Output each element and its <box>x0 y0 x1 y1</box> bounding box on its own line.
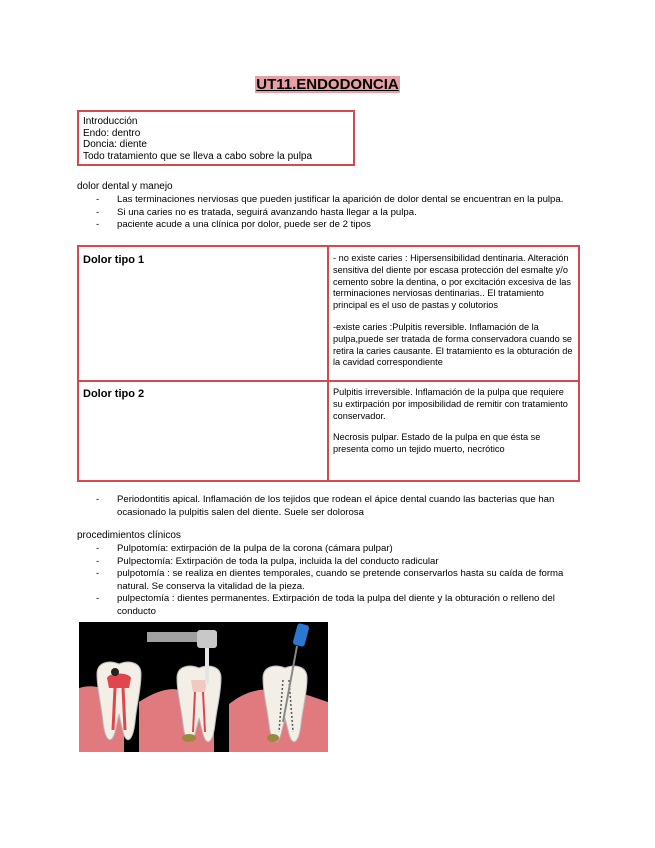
list-item: - Pulpectomía: Extirpación de toda la pulpa, incluida la del conducto radicular <box>96 556 578 569</box>
intro-box <box>77 110 355 166</box>
periodontitis-bullet-list <box>96 494 566 519</box>
list-item: - pulpotomía : se realiza en dientes temporales, cuando se pretende conservarlos hasta su caída de forma natural. Se conserva la vitalidad de la pieza. <box>96 568 578 593</box>
intro-line: Introducción <box>83 116 138 127</box>
intro-line: Doncia: diente <box>83 139 147 150</box>
dolor-bullet-list <box>96 194 576 232</box>
list-item: - Pulpotomía: extirpación de la pulpa de la corona (cámara pulpar) <box>96 543 578 556</box>
list-item: - Si una caries no es tratada, seguirá avanzando hasta llegar a la pulpa. <box>96 207 576 220</box>
table-paragraph: - no existe caries : Hipersensibilidad dentinaria. Alteración sensitiva del diente por escasa protección del esmalte y/o cemento sobre la dentina, o por excitación excesiva de las terminaciones nerviosas dentinarias.. El tratamiento principal es el uso de pastas y colutorios <box>333 253 571 311</box>
dolor-tipo-2-label: Dolor tipo 2 <box>83 388 145 400</box>
procedimientos-bullet-list <box>96 543 578 618</box>
dolor-table <box>77 245 580 482</box>
dolor-tipo-2-desc <box>333 387 573 466</box>
endodontic-procedure-illustration <box>79 622 328 752</box>
section-heading-dolor: dolor dental y manejo <box>77 181 173 192</box>
page-title: UT11.ENDODONCIA <box>256 76 399 93</box>
table-divider-horizontal <box>79 380 578 382</box>
intro-line: Todo tratamiento que se lleva a cabo sobre la pulpa <box>83 150 313 162</box>
dolor-tipo-1-desc <box>333 253 577 379</box>
table-paragraph: -existe caries :Pulpitis reversible. Inflamación de la pulpa,puede ser tratada de forma conservadora cuando se retira la caries causante. El tratamiento es la obturación de la cavidad correspondiente <box>333 321 573 368</box>
intro-line: Endo: dentro <box>83 127 141 139</box>
table-paragraph: Pulpitis irreversible. Inflamación de la pulpa que requiere su extirpación por imposibilidad de remitir con tratamiento conservador. <box>333 387 568 421</box>
list-item: - Periodontitis apical. Inflamación de los tejidos que rodean el ápice dental cuando las bacterias que han ocasionado la pulpitis salen del diente. Suele ser dolorosa <box>96 494 566 519</box>
list-item: - pulpectomía : dientes permanentes. Extirpación de toda la pulpa del diente y la obturación o relleno del conducto <box>96 593 578 618</box>
page-title-wrap <box>0 76 655 94</box>
list-item: - paciente acude a una clínica por dolor, puede ser de 2 tipos <box>96 219 576 232</box>
list-item: - Las terminaciones nerviosas que pueden justificar la aparición de dolor dental se encuentran en la pulpa. <box>96 194 576 207</box>
section-heading-procedimientos: procedimientos clínicos <box>77 530 181 541</box>
table-divider-vertical <box>327 247 329 480</box>
dolor-tipo-1-label: Dolor tipo 1 <box>83 254 145 266</box>
table-paragraph: Necrosis pulpar. Estado de la pulpa en que ésta se presenta como un tejido muerto, necrótico <box>333 432 541 455</box>
